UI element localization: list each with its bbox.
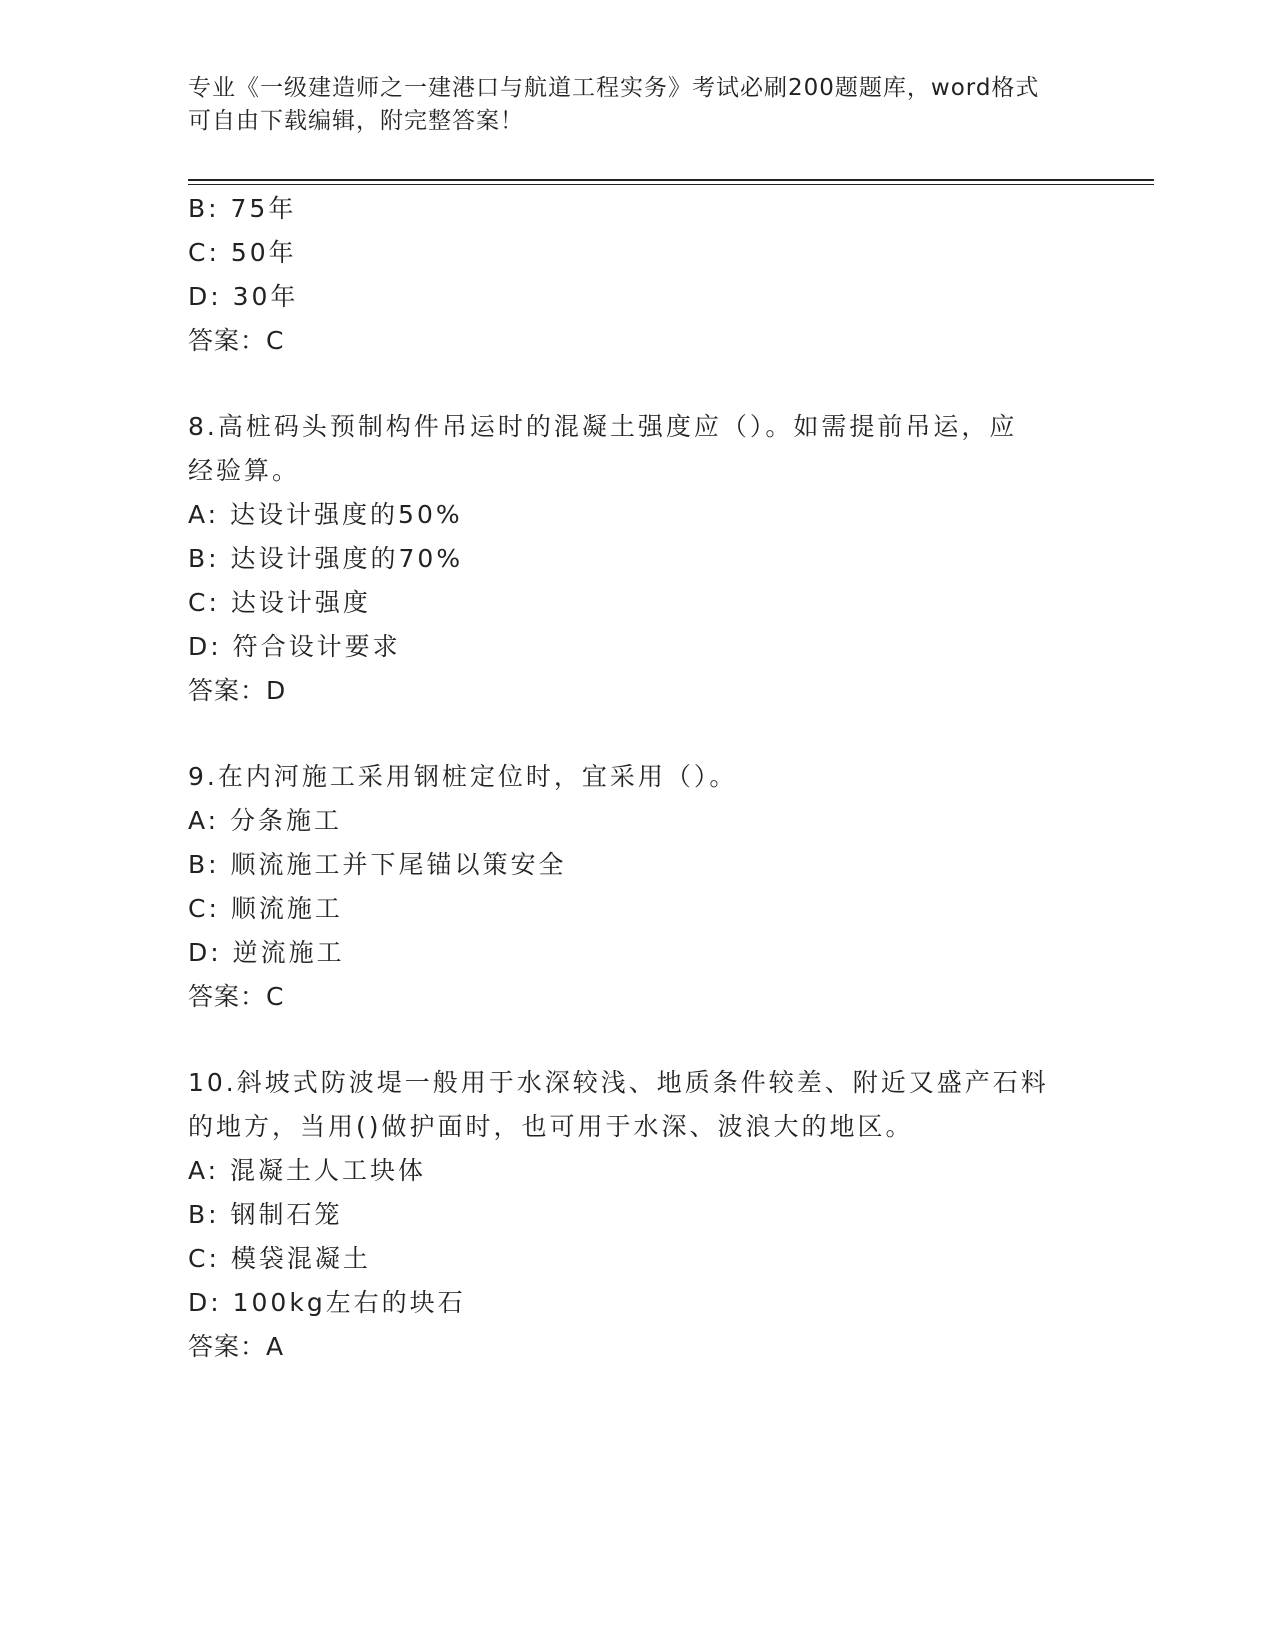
q9-answer: 答案：C — [188, 982, 285, 1011]
q8-option-b: B: 达设计强度的70% — [188, 544, 464, 573]
header-divider — [188, 179, 1154, 181]
q8-option-a: A: 达设计强度的50% — [188, 500, 463, 529]
q9-option-b: B: 顺流施工并下尾锚以策安全 — [188, 850, 567, 879]
q10-option-b: B: 钢制石笼 — [188, 1200, 343, 1229]
q9-option-a: A: 分条施工 — [188, 806, 343, 835]
q8-option-d: D: 符合设计要求 — [188, 632, 401, 661]
q10-option-c: C: 模袋混凝土 — [188, 1244, 371, 1273]
q10-answer: 答案：A — [188, 1332, 285, 1361]
q10-stem-line-1: 10.斜坡式防波堤一般用于水深较浅、地质条件较差、附近又盛产石料 — [188, 1068, 1049, 1097]
prev-answer: 答案：C — [188, 326, 285, 355]
q10-option-a: A: 混凝土人工块体 — [188, 1156, 427, 1185]
prev-option-c: C: 50年 — [188, 238, 297, 267]
q10-option-d: D: 100kg左右的块石 — [188, 1288, 466, 1317]
q9-option-c: C: 顺流施工 — [188, 894, 343, 923]
prev-option-d: D: 30年 — [188, 282, 299, 311]
prev-option-b: B: 75年 — [188, 194, 297, 223]
q9-stem-line-1: 9.在内河施工采用钢桩定位时，宜采用（）。 — [188, 762, 738, 791]
q10-stem-line-2: 的地方，当用()做护面时，也可用于水深、波浪大的地区。 — [188, 1112, 914, 1141]
header-line-1: 专业《一级建造师之一建港口与航道工程实务》考试必刷200题题库，word格式 — [188, 75, 1040, 101]
header-line-2: 可自由下载编辑，附完整答案！ — [188, 108, 524, 134]
header-divider-thin — [188, 184, 1154, 185]
document-header — [188, 72, 1068, 138]
q9-option-d: D: 逆流施工 — [188, 938, 345, 967]
q8-option-c: C: 达设计强度 — [188, 588, 371, 617]
q8-stem-line-1: 8.高桩码头预制构件吊运时的混凝土强度应（）。如需提前吊运，应 — [188, 412, 1018, 441]
q8-answer: 答案：D — [188, 676, 287, 705]
q8-stem-line-2: 经验算。 — [188, 456, 301, 485]
